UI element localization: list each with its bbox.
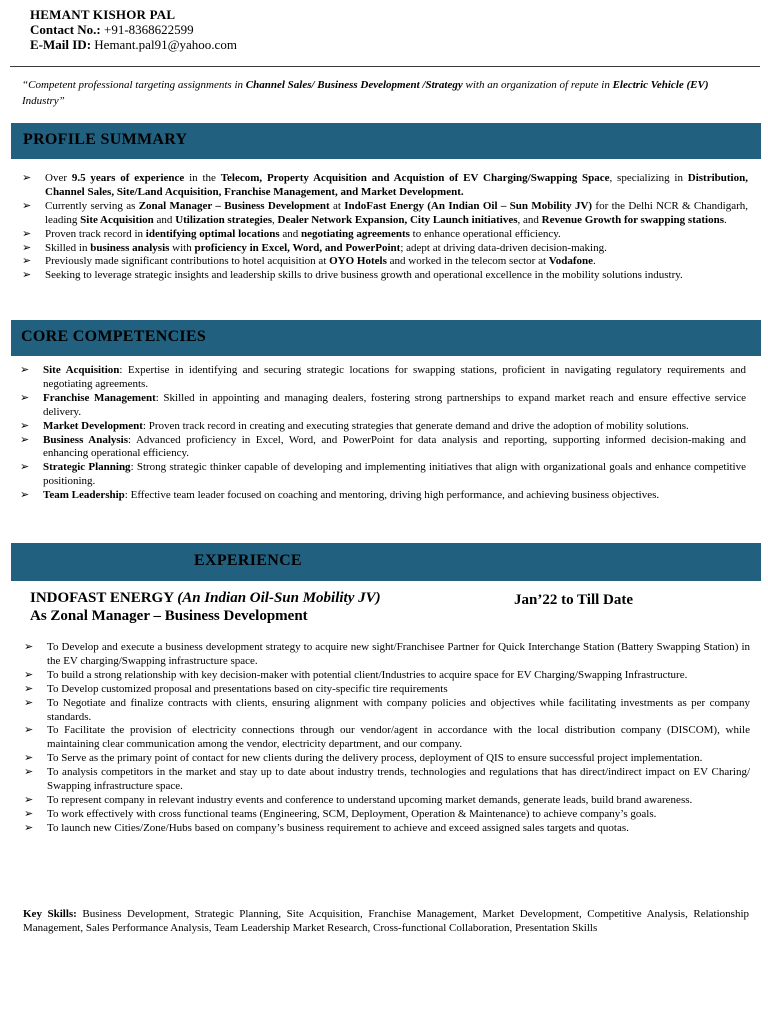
item-text: To build a strong relationship with key decision-maker with potential client/Industries to acquire space for EV Charging/Swapping Infrastructure. [47, 668, 688, 681]
list-item [22, 242, 748, 256]
section-title: EXPERIENCE [194, 552, 302, 569]
bullet-arrow-icon: ➢ [24, 766, 34, 779]
section-title: CORE COMPETENCIES [21, 328, 207, 345]
text: Skilled in [45, 241, 91, 254]
bold-text: proficiency in Excel, Word, and PowerPoint [194, 241, 401, 254]
core-competencies-list [20, 364, 746, 503]
text: : Expertise in identifying and securing strategic locations for swapping stations, proficient in navigating regulatory requirements and negotiating agreements. [43, 364, 746, 390]
item-text: To work effectively with cross functional teams (Engineering, SCM, Deployment, Operation & Maintenance) to achieve company’s goals. [47, 807, 657, 820]
bold-text: Site Acquisition [43, 364, 120, 376]
company-name: INDOFAST ENERGY [30, 590, 174, 606]
bullet-arrow-icon: ➢ [24, 682, 34, 695]
list-item [24, 808, 750, 822]
text: Seeking to leverage strategic insights and leadership skills to drive business growth and operational excellence in the mobility solutions industry. [45, 269, 683, 282]
list-item [20, 364, 746, 392]
objective-text-2: with an organization of repute in [462, 79, 613, 91]
list-item [24, 752, 750, 766]
bold-text: 9.5 years of experience [71, 172, 185, 184]
text: and [153, 213, 176, 226]
list-item [24, 724, 750, 752]
objective-focus-areas: Channel Sales/ Business Development /Strategy [245, 79, 463, 91]
bullet-arrow-icon: ➢ [24, 793, 34, 806]
text: in the [184, 172, 221, 184]
text: ; adept at driving data-driven decision-making. [400, 241, 607, 254]
text: , and [517, 213, 542, 226]
bullet-arrow-icon: ➢ [20, 419, 30, 432]
list-item [20, 392, 746, 420]
bullet-arrow-icon: ➢ [24, 696, 34, 709]
contact-number: +91-8368622599 [104, 22, 194, 37]
item-text: To represent company in relevant industry events and conference to understand upcoming market demands, generate leads, build brand awareness. [47, 793, 693, 806]
list-item [20, 461, 746, 489]
text: to enhance operational efficiency. [409, 227, 561, 240]
list-item [20, 434, 746, 462]
bullet-arrow-icon: ➢ [20, 364, 30, 376]
text: Currently serving as [45, 199, 139, 212]
item-text: To launch new Cities/Zone/Hubs based on company’s business requirement to achieve and exceed assigned sales targets and quotas. [47, 821, 629, 834]
text: and worked in the telecom sector at [386, 255, 549, 268]
employment-dates: Jan’22 to Till Date [514, 592, 634, 608]
text: at [329, 199, 345, 212]
text: : Effective team leader focused on coaching and mentoring, driving high performance, and achieving business objectives. [124, 489, 660, 502]
key-skills-label: Key Skills: [23, 908, 77, 920]
text: : Strong strategic thinker capable of developing and implementing initiatives that align with organizational goals and enhance competitive positioning. [43, 461, 746, 488]
list-item [20, 489, 746, 503]
contact-label: Contact No.: [30, 22, 101, 37]
item-text: To Negotiate and finalize contracts with clients, ensuring alignment with company policies and objectives while facilitating investments as per company standards. [47, 696, 750, 723]
bold-text: Strategic Planning [43, 461, 131, 474]
career-objective [22, 77, 750, 109]
key-skills [23, 907, 749, 935]
list-item [20, 420, 746, 434]
employer [30, 590, 381, 607]
contact-line [30, 22, 237, 37]
item-text: To Develop customized proposal and presentations based on city-specific tire requirements [47, 682, 448, 695]
text: , [272, 213, 278, 226]
item-text: To analysis competitors in the market and stay up to date about industry trends, technologies and regulations that has direct/indirect impact on EV Charing/ Swapping infrastructure space. [47, 766, 750, 793]
section-title: PROFILE SUMMARY [23, 131, 188, 148]
header-divider [10, 66, 760, 67]
text: with [169, 241, 195, 254]
responsibilities-list [24, 641, 750, 836]
bold-text: Distribution, Channel Sales, Site/Land Acquisition, Franchise Management, and Market Development. [45, 172, 748, 198]
profile-summary-header [11, 123, 761, 159]
company-note: (An Indian Oil-Sun Mobility JV) [177, 590, 381, 606]
list-item [22, 269, 748, 283]
bullet-arrow-icon: ➢ [22, 172, 32, 184]
bullet-arrow-icon: ➢ [20, 489, 30, 502]
bullet-arrow-icon: ➢ [22, 269, 32, 282]
text: . [724, 213, 727, 226]
bold-text: OYO Hotels [329, 255, 387, 268]
list-item [22, 172, 748, 200]
item-text: To Serve as the primary point of contact for new clients during the delivery process, deployment of QIS to ensure successful project implementation. [47, 752, 703, 765]
bullet-arrow-icon: ➢ [22, 255, 32, 268]
list-item [22, 200, 748, 228]
text: for the Delhi NCR & Chandigarh, leading [45, 199, 748, 226]
profile-summary-list [22, 172, 748, 283]
bold-text: Franchise Management [43, 391, 156, 404]
objective-industry: Electric Vehicle (EV) [612, 79, 709, 91]
bullet-arrow-icon: ➢ [20, 391, 30, 404]
text: : Proven track record in creating and executing strategies that generate demand and drive the adoption of mobility solutions. [142, 419, 689, 432]
bullet-arrow-icon: ➢ [24, 752, 34, 765]
text: : Advanced proficiency in Excel, Word, and PowerPoint for data analysis and reporting, supporting informed decision-making and enhancing operational efficiency. [43, 433, 746, 460]
bold-text: business analysis [90, 241, 170, 254]
bold-text: Zonal Manager – Business Development [138, 199, 330, 212]
email-label: E-Mail ID: [30, 37, 92, 52]
experience-header [11, 543, 761, 581]
bullet-arrow-icon: ➢ [22, 227, 32, 240]
text: Previously made significant contributions to hotel acquisition at [45, 255, 330, 268]
bold-text: Utilization strategies [175, 213, 273, 226]
bullet-arrow-icon: ➢ [20, 433, 30, 446]
list-item [22, 228, 748, 242]
item-text: To Develop and execute a business development strategy to acquire new sight/Franchisee Partner for Quick Interchange Station (Battery Swapping Station) in the EV charging/Swapping infrastructure space. [47, 641, 750, 667]
bullet-arrow-icon: ➢ [24, 821, 34, 834]
bullet-arrow-icon: ➢ [24, 724, 34, 737]
email-address[interactable]: Hemant.pal91@yahoo.com [94, 37, 237, 52]
text: , specializing in [609, 172, 688, 184]
bold-text: Site Acquisition [80, 213, 154, 226]
list-item [22, 255, 748, 269]
key-skills-text: Business Development, Strategic Planning, Site Acquisition, Franchise Management, Market Development, Competitive Analysis, Relationship Management, Sales Performance Analysis, Team Leadership Market Research, Cross-functional Collaboration, Presentation Skills [23, 908, 749, 934]
text: . [592, 255, 596, 268]
list-item [24, 766, 750, 794]
list-item [24, 641, 750, 669]
core-competencies-header [11, 320, 761, 356]
email-line [30, 37, 237, 52]
bold-text: Vodafone [548, 255, 593, 268]
bold-text: IndoFast Energy (An Indian Oil – Sun Mobility JV) [344, 199, 593, 212]
bold-text: identifying optimal locations [145, 227, 280, 240]
bold-text: Telecom, Property Acquisition and Acquistion of EV Charging/Swapping Space [220, 172, 610, 184]
bold-text: Market Development [43, 419, 143, 432]
text: : Skilled in appointing and managing dealers, fostering strong partnerships to expand market reach and ensure effective service delivery. [43, 391, 746, 418]
bold-text: Business Analysis [43, 433, 129, 446]
job-title: As Zonal Manager – Business Development [30, 608, 308, 624]
item-text: To Facilitate the provision of electricity connections through our vendor/agent in accordance with the local distribution company (DISCOM), while maintaining clear communication among the vendor, electricity department, and our company. [47, 724, 750, 751]
candidate-name: HEMANT KISHOR PAL [30, 7, 176, 22]
bold-text: negotiating agreements [301, 227, 410, 240]
bold-text: Revenue Growth for swapping stations [541, 213, 724, 226]
bold-text: Team Leadership [43, 489, 125, 502]
objective-text-3: Industry” [22, 95, 65, 107]
resume-header [30, 7, 237, 52]
bullet-arrow-icon: ➢ [24, 807, 34, 820]
text: and [279, 227, 302, 240]
bold-text: Dealer Network Expansion, City Launch initiatives [277, 213, 518, 226]
bullet-arrow-icon: ➢ [24, 641, 34, 653]
list-item [24, 822, 750, 836]
bullet-arrow-icon: ➢ [22, 199, 32, 212]
list-item [24, 697, 750, 725]
text: Over [45, 172, 72, 184]
bullet-arrow-icon: ➢ [20, 461, 30, 474]
bullet-arrow-icon: ➢ [22, 241, 32, 254]
text: Proven track record in [45, 227, 146, 240]
objective-text-1: “Competent professional targeting assignments in [22, 79, 246, 91]
bullet-arrow-icon: ➢ [24, 668, 34, 681]
list-item [24, 669, 750, 683]
list-item [24, 794, 750, 808]
list-item [24, 683, 750, 697]
